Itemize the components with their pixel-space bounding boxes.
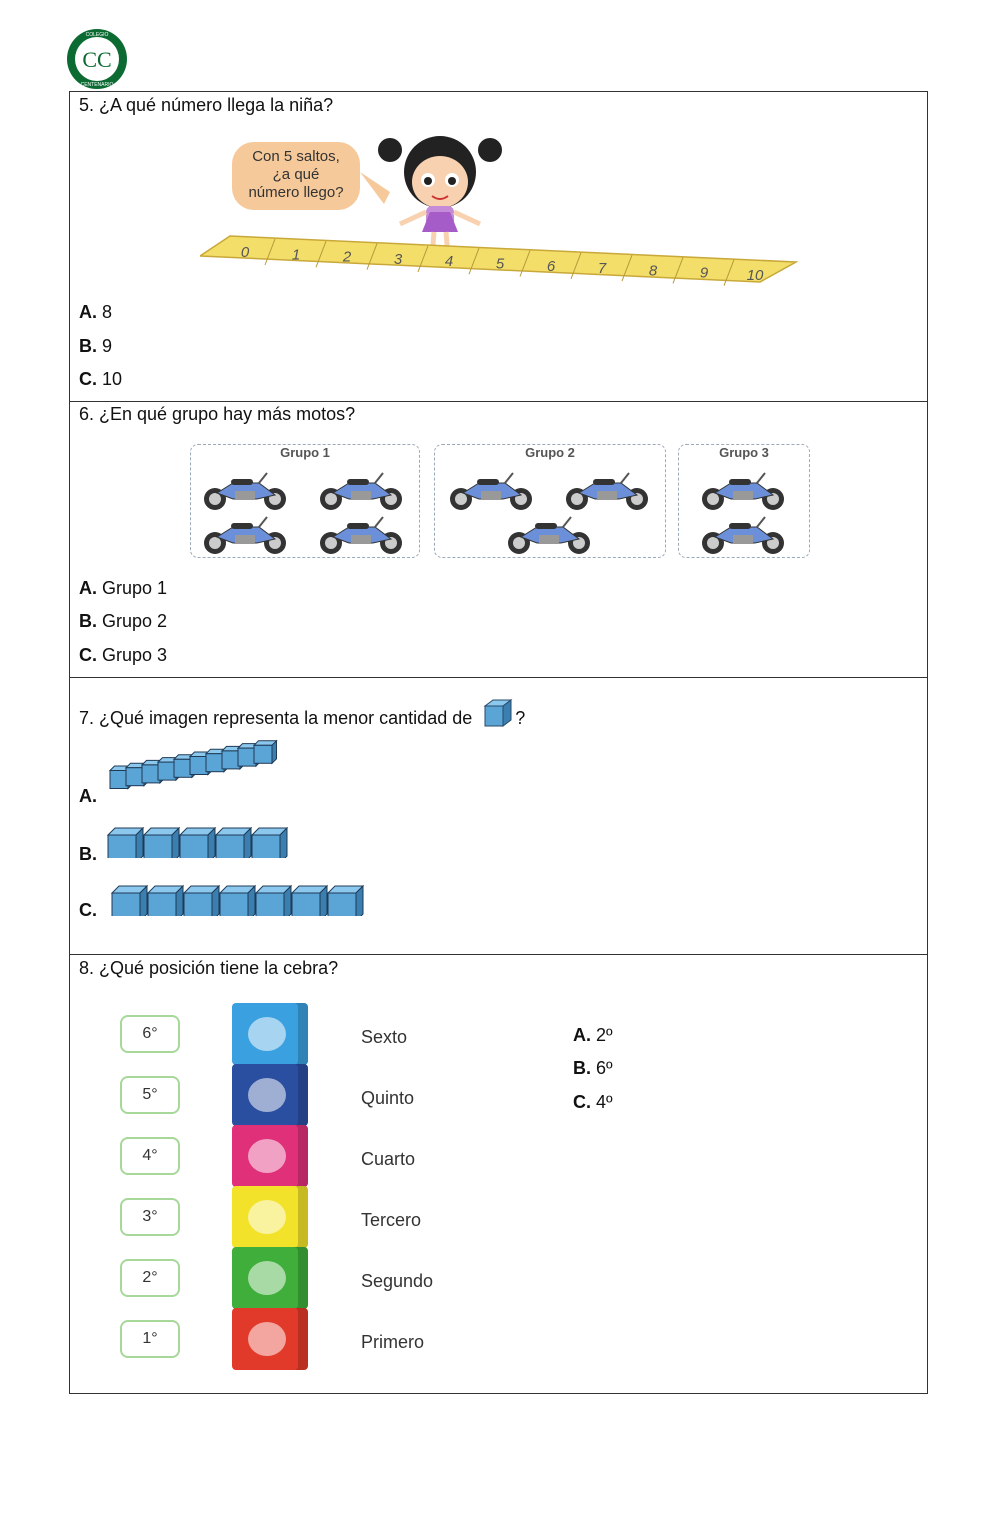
position-badge: 2° <box>120 1259 180 1297</box>
cube-row-a <box>108 734 292 800</box>
option-text: 4º <box>596 1092 613 1112</box>
motorcycle-icon <box>443 469 539 511</box>
speech-bubble <box>232 142 360 210</box>
cube <box>148 886 183 916</box>
cube <box>252 828 287 858</box>
turtle-block <box>232 1003 308 1065</box>
option-letter: A. <box>79 578 97 598</box>
motorcycle <box>695 513 791 555</box>
ruler-number: 2 <box>342 248 352 266</box>
option-letter: B. <box>79 844 97 864</box>
cube-row-c <box>110 882 374 916</box>
cube <box>254 741 277 764</box>
option-c[interactable] <box>79 369 122 390</box>
bubble-line: número llego? <box>248 184 344 201</box>
bubble-line: ¿a qué <box>272 166 320 183</box>
penguin-icon <box>248 1261 286 1295</box>
cube <box>112 886 147 916</box>
question-7-end: ? <box>515 708 526 728</box>
frog-block <box>232 1186 308 1248</box>
motorcycle <box>197 469 293 511</box>
option-b[interactable] <box>79 844 97 865</box>
motorcycle-icon <box>501 513 597 555</box>
turtle-icon <box>248 1017 286 1051</box>
group-3 <box>678 444 810 558</box>
option-letter: C. <box>79 369 97 389</box>
motorcycle-icon <box>197 469 293 511</box>
option-c[interactable] <box>79 645 167 666</box>
school-logo <box>66 28 128 90</box>
position-badge: 4° <box>120 1137 180 1175</box>
option-letter: C. <box>573 1092 591 1112</box>
question-7-label: 7. ¿Qué imagen representa la menor cantidad de <box>79 708 473 728</box>
number-line <box>200 232 800 292</box>
cube <box>220 886 255 916</box>
cube <box>180 828 215 858</box>
motorcycle <box>695 469 791 511</box>
ruler-number: 0 <box>240 244 250 261</box>
cube-icon <box>481 698 515 728</box>
option-a[interactable] <box>79 578 167 599</box>
position-badge: 5° <box>120 1076 180 1114</box>
option-text: Grupo 1 <box>102 578 168 598</box>
ordinal-label: Primero <box>361 1332 425 1352</box>
motorcycle <box>197 513 293 555</box>
option-text: 9 <box>102 336 113 356</box>
question-8-text: 8. ¿Qué posición tiene la cebra? <box>79 958 339 978</box>
option-text: 2º <box>596 1025 613 1045</box>
zebra-block <box>232 1125 308 1187</box>
group-1 <box>190 444 420 558</box>
penguin-block <box>232 1247 308 1309</box>
cube <box>216 828 251 858</box>
motorcycle <box>313 469 409 511</box>
ordinal-label: Segundo <box>361 1271 434 1291</box>
ordinal-label: Cuarto <box>361 1149 416 1169</box>
question-7-section <box>70 678 927 955</box>
option-a[interactable] <box>79 302 112 323</box>
option-letter: A. <box>573 1025 591 1045</box>
option-b[interactable] <box>79 336 112 357</box>
cube <box>184 886 219 916</box>
ruler-number: 4 <box>444 253 454 271</box>
option-letter: B. <box>573 1058 591 1078</box>
group-2 <box>434 444 666 558</box>
option-text: Grupo 3 <box>102 645 168 665</box>
cube <box>292 886 327 916</box>
position-badge: 3° <box>120 1198 180 1236</box>
ruler-number: 10 <box>746 267 764 284</box>
horse-block <box>232 1064 308 1126</box>
question-8-section <box>70 955 927 1395</box>
option-c[interactable] <box>573 1092 613 1113</box>
question-7-text <box>79 698 525 729</box>
ordinal-label: Quinto <box>361 1088 415 1108</box>
motorcycle-icon <box>695 469 791 511</box>
lion-icon <box>248 1322 286 1356</box>
cube <box>256 886 291 916</box>
option-b[interactable] <box>79 611 167 632</box>
question-5-text: 5. ¿A qué número llega la niña? <box>79 95 334 115</box>
logo-bottom-text: CENTENARIO <box>80 82 114 88</box>
option-text: 6º <box>596 1058 613 1078</box>
ruler-number: 5 <box>495 255 505 273</box>
group-title: Grupo 3 <box>719 445 769 460</box>
option-text: 8 <box>102 302 113 322</box>
motorcycle-icon <box>695 513 791 555</box>
option-letter: A. <box>79 302 97 322</box>
option-text: Grupo 2 <box>102 611 168 631</box>
bubble-line: Con 5 saltos, <box>252 148 340 165</box>
cube <box>328 886 363 916</box>
option-text: 10 <box>102 369 123 389</box>
logo-top-text: COLEGIO <box>85 32 109 38</box>
option-c[interactable] <box>79 900 97 921</box>
cube <box>144 828 179 858</box>
group-title: Grupo 1 <box>280 445 330 460</box>
option-letter: B. <box>79 336 97 356</box>
motorcycle-icon <box>559 469 655 511</box>
ruler-number: 1 <box>291 246 301 264</box>
ruler-number: 6 <box>546 257 556 275</box>
motorcycle <box>313 513 409 555</box>
ordinal-label: Tercero <box>361 1210 422 1230</box>
option-a[interactable] <box>573 1025 613 1046</box>
motorcycle-icon <box>197 513 293 555</box>
motorcycle <box>559 469 655 511</box>
group-title: Grupo 2 <box>525 445 575 460</box>
logo-letters: CC <box>82 47 112 72</box>
option-letter: C. <box>79 900 97 920</box>
exercise-sheet <box>69 91 928 1394</box>
option-a[interactable] <box>79 786 97 807</box>
ordinal-label: Sexto <box>361 1027 408 1047</box>
position-badge: 6° <box>120 1015 180 1053</box>
option-letter: C. <box>79 645 97 665</box>
option-letter: A. <box>79 786 97 806</box>
motorcycle-icon <box>313 513 409 555</box>
question-6-section <box>70 402 927 678</box>
ruler-number: 8 <box>648 262 658 280</box>
cube-row-b <box>106 824 296 858</box>
cube <box>108 828 143 858</box>
lion-block <box>232 1308 308 1370</box>
option-letter: B. <box>79 611 97 631</box>
ruler-number: 3 <box>393 250 403 268</box>
question-5-section <box>70 92 927 402</box>
option-b[interactable] <box>573 1058 613 1079</box>
position-badge: 1° <box>120 1320 180 1358</box>
question-6-text: 6. ¿En qué grupo hay más motos? <box>79 404 356 424</box>
ruler-number: 9 <box>699 264 709 282</box>
frog-icon <box>248 1200 286 1234</box>
motorcycle <box>443 469 539 511</box>
motorcycle-icon <box>313 469 409 511</box>
motorcycle <box>501 513 597 555</box>
ruler-number: 7 <box>597 260 607 278</box>
horse-icon <box>248 1078 286 1112</box>
zebra-icon <box>248 1139 286 1173</box>
